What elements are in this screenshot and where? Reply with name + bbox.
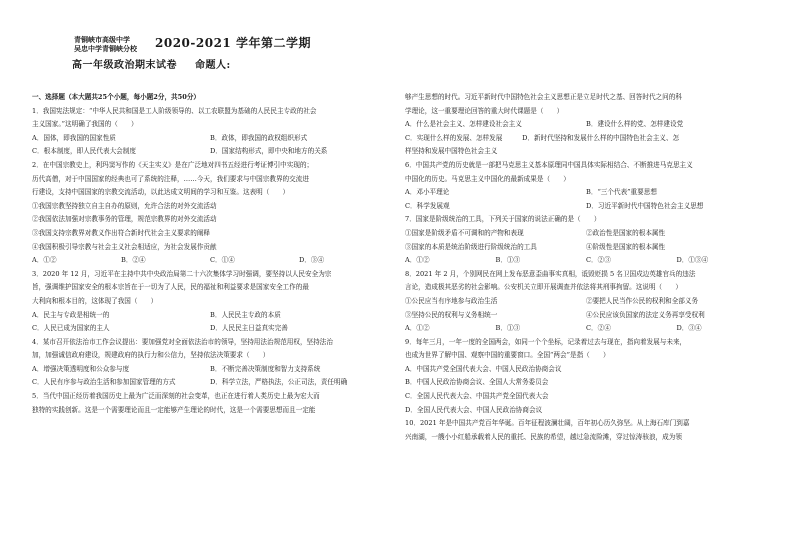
option-c: C．②④ bbox=[586, 324, 611, 333]
question-line: ④我国积极引导宗教与社会主义社会相适应，为社会发展作贡献 bbox=[32, 242, 217, 251]
question-line: 10．2021 年是中国共产党百年华诞。百年征程波澜壮阔，百年初心历久弥坚。从上海石库门到嘉 bbox=[405, 419, 690, 428]
option-row bbox=[32, 132, 388, 146]
option-a: A．民主与专政是相统一的 bbox=[32, 310, 110, 319]
question-line: 旨，强调维护国家安全的根本宗旨在于一切为了人民，民的福祉和利益要求是国家安全工作的最 bbox=[32, 283, 309, 292]
option-b: B．人民民主专政的本质 bbox=[210, 310, 281, 319]
option-b: ②政治性是国家的根本属性 bbox=[586, 228, 666, 237]
question-line: 历代高僧，对于中国国家的经典也可了系统的注释，……今天，我们要求与中国宗教界的交流进 bbox=[32, 174, 309, 183]
question-line: 够产生思想的时代。习近平新时代中国特色社会主义思想正是立足时代之基、回答时代之问的科 bbox=[405, 93, 682, 101]
question-line: ①我国宗教坚持独立自主自办的原则，允许合法的对外交流活动 bbox=[32, 201, 217, 210]
option-a: A．什么是社会主义、怎样建设社会主义 bbox=[405, 120, 522, 129]
question-line: C．全国人民代表大会、中国共产党全国代表大会 bbox=[405, 392, 549, 401]
option-row bbox=[405, 295, 767, 309]
option-row bbox=[32, 254, 388, 268]
question-line: 中国化的历史。马克思主义中国化的最新成果是（ ） bbox=[405, 174, 570, 183]
question-line: 4．某市召开依法治市工作会议提出：要加强党对全面依法治市的领导，坚持用法治规范用权，坚持法治 bbox=[32, 337, 333, 346]
option-a: ③坚持公民的权利与义务相统一 bbox=[405, 310, 498, 319]
school-name bbox=[74, 36, 137, 54]
option-b: B．建设什么样的党、怎样建设党 bbox=[586, 120, 684, 129]
question-line: 主义国家。”这明确了我国的（ ） bbox=[32, 120, 138, 129]
left-content bbox=[32, 91, 388, 417]
option-row bbox=[405, 227, 767, 241]
option-b: B．不断完善决策制度和智力支持系统 bbox=[210, 364, 321, 373]
option-b: D．科学立法，严格执法，公正司法，责任明确 bbox=[210, 378, 348, 387]
option-row bbox=[405, 322, 767, 336]
question-line: 8．2021 年 2 月，个别网民在网上发布恶意歪曲事实真相，诋毁贬损 5 名卫国戍边英雄官兵的违法 bbox=[405, 269, 696, 278]
option-c: C．②③ bbox=[586, 256, 611, 265]
question-line: 也成为世界了解中国、观察中国的重要窗口。全国“两会”是指（ ） bbox=[405, 351, 610, 360]
exam-title: 高一年级政治期末试卷 bbox=[72, 60, 177, 71]
option-b: B．政体，即我国的政权组织形式 bbox=[210, 133, 308, 142]
option-a: A．①② bbox=[405, 324, 430, 333]
option-d: D．③④ bbox=[299, 256, 325, 265]
question-line: 加，加强诚信政府建设，规建政府的执行力和公信力，坚持依法决策要求（ ） bbox=[32, 351, 270, 360]
option-b: ④公民应该负国家的法定义务再享受权利 bbox=[586, 310, 705, 319]
option-row bbox=[32, 145, 388, 159]
option-b: ②要把人民当作公民的权利和全部义务 bbox=[586, 296, 699, 305]
question-line: 兴南湖，一艘小小红船承载着人民的重托、民族的希望，越过急流险滩，穿过惊涛骇浪，成为领 bbox=[405, 432, 682, 441]
school-line-2: 吴忠中学青铜峡分校 bbox=[74, 45, 137, 53]
question-line: 9．每年三月，一年一度的全国两会，如同一个个坐标，记录着过去与现在，指向着发展与未来， bbox=[405, 337, 687, 346]
option-a: C．根本制度，即人民代表大会制度 bbox=[32, 147, 136, 156]
option-a: ①公民应当有序地参与政治生活 bbox=[405, 296, 498, 305]
question-line: 言论，造成极其恶劣的社会影响。公安机关立即开展调查并依法将其刑事拘留。这说明（ ） bbox=[405, 283, 682, 292]
question-line: 6．中国共产党的历史就是一部把马克思主义基本原理同中国具体实际相结合、不断推进马克思主义 bbox=[405, 160, 693, 169]
option-b: D．国家结构形式，即中央和地方的关系 bbox=[210, 147, 328, 156]
right-content bbox=[405, 91, 767, 444]
option-a: C．人民有序参与政治生活和参加国家管理的方式 bbox=[32, 378, 176, 387]
option-row bbox=[405, 200, 767, 214]
option-b: B．②④ bbox=[121, 256, 146, 265]
option-d: D．①③④ bbox=[676, 256, 709, 265]
option-a: A．增强决策透明度和公众参与度 bbox=[32, 364, 130, 373]
option-a: C．人民已成为国家的主人 bbox=[32, 324, 110, 333]
option-a: A．邓小平理论 bbox=[405, 188, 450, 197]
question-line: 7．国家是阶级统治的工具，下列关于国家的说法正确的是（ ） bbox=[405, 215, 601, 224]
option-b: B．①③ bbox=[495, 324, 521, 333]
question-line: 5．当代中国正经历着我国历史上最为广泛而深刻的社会变革，也正在进行着人类历史上最为宏大而 bbox=[32, 392, 320, 401]
option-row bbox=[405, 186, 767, 200]
option-b: D．人民民主日益真实完善 bbox=[210, 324, 288, 333]
option-row bbox=[405, 118, 767, 132]
option-row bbox=[405, 241, 767, 255]
option-row bbox=[32, 376, 388, 390]
question-line: C．实现什么样的发展、怎样发展 D．新时代坚持和发展什么样的中国特色社会主义、怎 bbox=[405, 133, 680, 142]
option-a: ①国家是阶级矛盾不可调和的产物和表现 bbox=[405, 228, 524, 237]
option-a: ③国家的本质是统治阶级进行阶级统治的工具 bbox=[405, 242, 537, 251]
school-line-1: 青铜峡市高级中学 bbox=[74, 36, 130, 44]
option-a: C．科学发展观 bbox=[405, 201, 450, 210]
author-label: 命题人: bbox=[194, 60, 231, 71]
question-line: B．中国人民政治协商会议、全国人大常务委员会 bbox=[405, 378, 549, 387]
question-line: 行建设，支持中国国家的宗教交流活动，以此达成文明间的学习和互鉴。这表明（ ） bbox=[32, 188, 290, 197]
question-line: A．中国共产党全国代表大会、中国人民政治协商会议 bbox=[405, 364, 562, 373]
option-a: A．①② bbox=[405, 256, 430, 265]
option-b: D．习近平新时代中国特色社会主义思想 bbox=[586, 201, 704, 210]
section-heading: 一、选择题（本大题共25个小题，每小题2分，共50分） bbox=[32, 93, 201, 101]
question-line: 1．我国宪法规定：“中华人民共和国是工人阶级领导的、以工农联盟为基础的人民民主专政的社会 bbox=[32, 106, 317, 115]
question-line: 大利向和根本目的，这体现了我国（ ） bbox=[32, 296, 158, 305]
option-row bbox=[32, 322, 388, 336]
option-a: A．国体，即我国的国家性质 bbox=[32, 133, 116, 142]
question-line: 2．在中国宗教史上，利玛窦写作的《天主实义》是在广泛地对四书五经进行考证博引中实现的； bbox=[32, 160, 314, 169]
option-row bbox=[405, 309, 767, 323]
option-c: C．①④ bbox=[210, 256, 235, 265]
term-title: 2020-2021 学年第二学期 bbox=[155, 36, 311, 50]
option-b: B．①③ bbox=[495, 256, 521, 265]
question-line: D．全国人民代表大会、中国人民政治协商会议 bbox=[405, 405, 543, 414]
option-row bbox=[32, 363, 388, 377]
question-line: 学理论，这一重要理论回答的重大时代课题是（ ） bbox=[405, 106, 564, 115]
question-line: ②我国依法加强对宗教事务的管理，规范宗教界的对外交流活动 bbox=[32, 215, 217, 224]
option-b: B．“三个代表”重要思想 bbox=[586, 188, 657, 197]
option-row bbox=[32, 309, 388, 323]
question-line: 独特的实践创新。这是一个需要理论而且一定能够产生理论的时代，这是一个需要思想而且一定能 bbox=[32, 405, 316, 414]
question-line: ③我国支持宗教界对教义作出符合新时代社会主义要求的阐释 bbox=[32, 228, 211, 237]
exam-subtitle bbox=[72, 56, 245, 71]
question-line: 样坚持和发展中国特色社会主义 bbox=[405, 147, 498, 156]
option-b: ④阶级性是国家的根本属性 bbox=[586, 242, 666, 251]
option-row bbox=[405, 254, 767, 268]
option-d: D．③④ bbox=[676, 324, 702, 333]
option-a: A．①② bbox=[32, 256, 57, 265]
question-line: 3．2020 年 12 月，习近平在主持中共中央政治局第二十六次集体学习时强调，要坚持以人民安全为宗 bbox=[32, 269, 332, 278]
